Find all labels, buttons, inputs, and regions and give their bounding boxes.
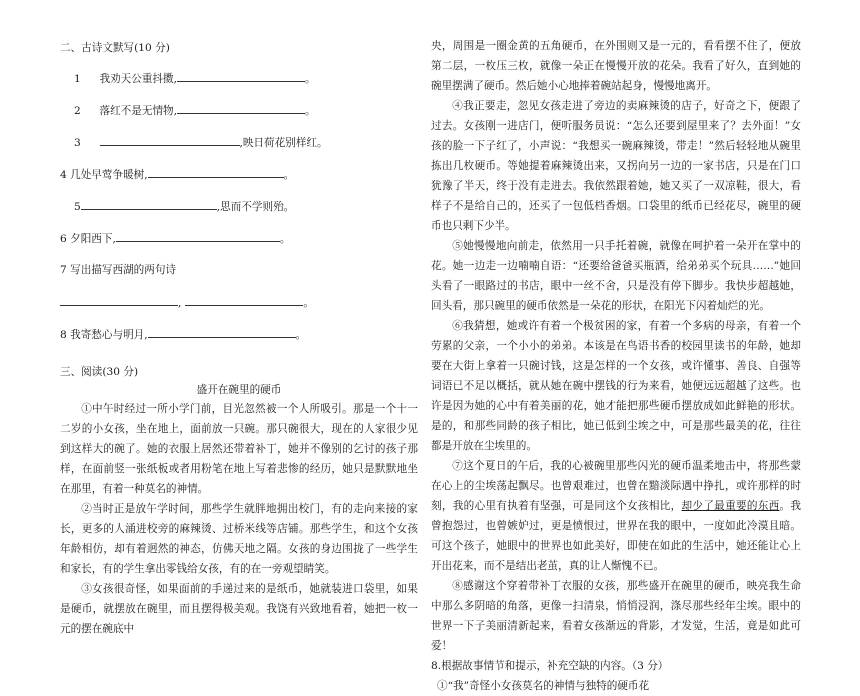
- question-5-text: ,思而不学则殆。: [216, 201, 295, 213]
- question-7-blank-2[interactable]: [185, 294, 303, 306]
- question-2-number: 2: [74, 105, 81, 117]
- section-3-title: 三、阅读(30 分): [60, 366, 139, 378]
- left-column: [60, 40, 418, 639]
- question-2-text: 落红不是无情物,: [99, 105, 178, 117]
- question-6-text: 6 夕阳西下,: [60, 233, 116, 245]
- paragraph-3-continued: 央，周围是一圈金黄的五角硬币，在外围则又是一元的，看看摆不住了，便放第二层，一枚压三枚，就像一朵正在慢慢开放的花朵。我看了好久，直到她的碗里摆满了硬币。然后她小心地捧着碗站起身，慢慢地离开。: [431, 40, 801, 92]
- question-7-blank-1[interactable]: [60, 294, 178, 306]
- article-title: 盛开在碗里的硬币: [196, 384, 282, 396]
- paragraph-2: ②当时正是放午学时间，那些学生就胖地拥出校门，有的走向来接的家长，更多的人涌进校旁的麻辣烫、过桥米线等店铺。那些学生，和这个女孩年龄相仿，却有着迥然的神态，仿佛天地之隔。女孩的身边围拢了一些学生和家长，有的学生拿出零钱给女孩，有的在一旁观望睛笑。: [60, 503, 418, 575]
- question-7-answer: [60, 294, 418, 311]
- question-3-blank[interactable]: [100, 134, 240, 146]
- question-6-blank[interactable]: [116, 230, 280, 242]
- question-6: [60, 230, 418, 247]
- question-6-end: 。: [279, 233, 291, 245]
- paragraph-7: [431, 456, 801, 576]
- question-5-blank[interactable]: [81, 198, 217, 210]
- paragraph-4: ④我正要走，忽见女孩走进了旁边的卖麻辣烫的店子，好奇之下，便跟了过去。女孩刚一进店门，便听服务员说：“怎么还要到屋里来了？去外面！”女孩的脸一下子红了，小声说：“我想买一碗麻辣烫，带走！”然后轻轻地从碗里拣出几枚硬币。等她提着麻辣烫出来，又拐向另一边的一家书店，只是在门口犹豫了半天，终于没有走进去。我依然跟着她，她又买了一双凉鞋，很大，看样子不是给自己的，还买了一包低档香烟。口袋里的纸币已经花尽，碗里的硬币也只剩下少半。: [431, 100, 801, 232]
- question-4: [60, 166, 418, 183]
- right-column: [431, 36, 801, 696]
- paragraph-1: ①中午时经过一所小学门前，目光忽然被一个人所吸引。那是一个十一二岁的小女孩，坐在地上，面前放一只碗。那只碗很大，现在的人家很少见到这样大的碗了。她的衣服上居然还带着补丁，她并不像别的乞讨的孩子那样，在面前竖一张纸板或者用粉笔在地上写着悲惨的经历，她只是默默地坐在那里，有着一种莫名的神情。: [60, 403, 418, 495]
- paragraph-6: ⑥我猜想，她或许有着一个极贫困的家，有着一个多病的母亲，有着一个劳累的父亲，一个小小的弟弟。本该是在鸟语书香的校园里读书的年龄，她却要在大街上拿着一只碗讨钱，这是怎样的一个女孩，或许懂事、善良、自强等词语已不足以概括，就从她在碗中摆钱的行为来看，她便远远超越了这些。也许是因为她的心中有着美丽的花，她才能把那些硬币摆放成如此鲜艳的形状。是的，和那些同龄的孩子相比，她已低到尘埃之中，可是那些最美的花，往往都是开放在尘埃里的。: [431, 320, 801, 452]
- question-7-mid: ,: [178, 297, 182, 309]
- question-1-blank[interactable]: [177, 70, 305, 82]
- question-8-item-1: ①“我”奇怪小女孩莫名的神情与独特的硬币花: [437, 680, 650, 692]
- question-2-blank[interactable]: [177, 102, 305, 114]
- question-7: [60, 262, 418, 278]
- paragraph-7-part-b: 。我曾抱怨过，也曾嫉妒过，更是愤恨过，世界在我的眼中，一度如此冷漠且暗。可这个孩子，她眼中的世界也如此美好，即使在如此的生活中，她还能让心上开出花来，而不是结出老茧，真的让人惭愧不已。: [431, 500, 802, 572]
- question-1: [60, 70, 418, 87]
- question-2: [60, 102, 418, 119]
- question-1-text: 我劝天公重抖擞,: [99, 73, 178, 85]
- question-8-end: 。: [295, 329, 307, 341]
- question-3-number: 3: [74, 137, 81, 149]
- question-8-title: 8.根据故事情节和提示，补充空缺的内容。（3 分）: [431, 660, 669, 672]
- question-2-end: 。: [305, 105, 316, 117]
- paragraph-3: ③女孩很奇怪，如果面前的手递过来的是纸币，她就装进口袋里，如果是硬币，就摆放在碗里，而且摆得极美观。我饶有兴致地看着，她把一枚一元的摆在碗底中: [60, 583, 418, 635]
- question-8-text: 8 我寄愁心与明月,: [60, 329, 148, 341]
- question-4-text: 4 几处早莺争暖树,: [60, 169, 148, 181]
- question-5: [60, 198, 418, 215]
- question-4-blank[interactable]: [148, 166, 284, 178]
- question-7-text: 7 写出描写西湖的两句诗: [60, 264, 177, 276]
- question-5-number: 5: [74, 201, 81, 213]
- question-3: [60, 134, 418, 151]
- question-4-end: 。: [283, 169, 295, 181]
- question-7-end: 。: [303, 297, 314, 309]
- paragraph-5: ⑤她慢慢地向前走，依然用一只手托着碗，就像在呵护着一朵开在掌中的花。她一边走一边喃喃自语：“还要给爸爸买瓶酒，给弟弟买个玩具……”她回头看了一眼路过的书店，眼中一丝不舍，只是没有停下脚步。我快步超越她，回头看，那只碗里的硬币依然是一朵花的形状，在阳光下闪着灿烂的光。: [431, 240, 801, 312]
- question-8-blank[interactable]: [148, 326, 296, 338]
- paragraph-7-part-a: ⑦这个夏日的午后，我的心被碗里那些闪光的硬币温柔地击中，将那些蒙在心上的尘埃荡起飘尽。也曾艰难过，也曾在黯淡际遇中挣扎，或许那样的时刻，我的心里有执着有坚强，可是同这个女孩相比，: [431, 460, 801, 512]
- question-3-text: ,映日荷花别样红。: [239, 137, 328, 149]
- underlined-phrase: 却少了最重要的东西: [681, 500, 780, 512]
- question-8: [60, 326, 418, 343]
- paragraph-8: ⑧感谢这个穿着带补丁衣服的女孩，那些盛开在碗里的硬币，映亮我生命中那么多阴暗的角落，更像一扫清泉，悄悄浸润，涤尽那些经年尘埃。眼中的世界一下子美丽清新起来，看着女孩渐远的背影，才发觉，生活，竟是如此可爱！: [431, 580, 801, 652]
- section-2-title: 二、古诗文默写(10 分): [60, 42, 170, 54]
- question-1-number: 1: [74, 73, 81, 85]
- question-1-end: 。: [305, 73, 316, 85]
